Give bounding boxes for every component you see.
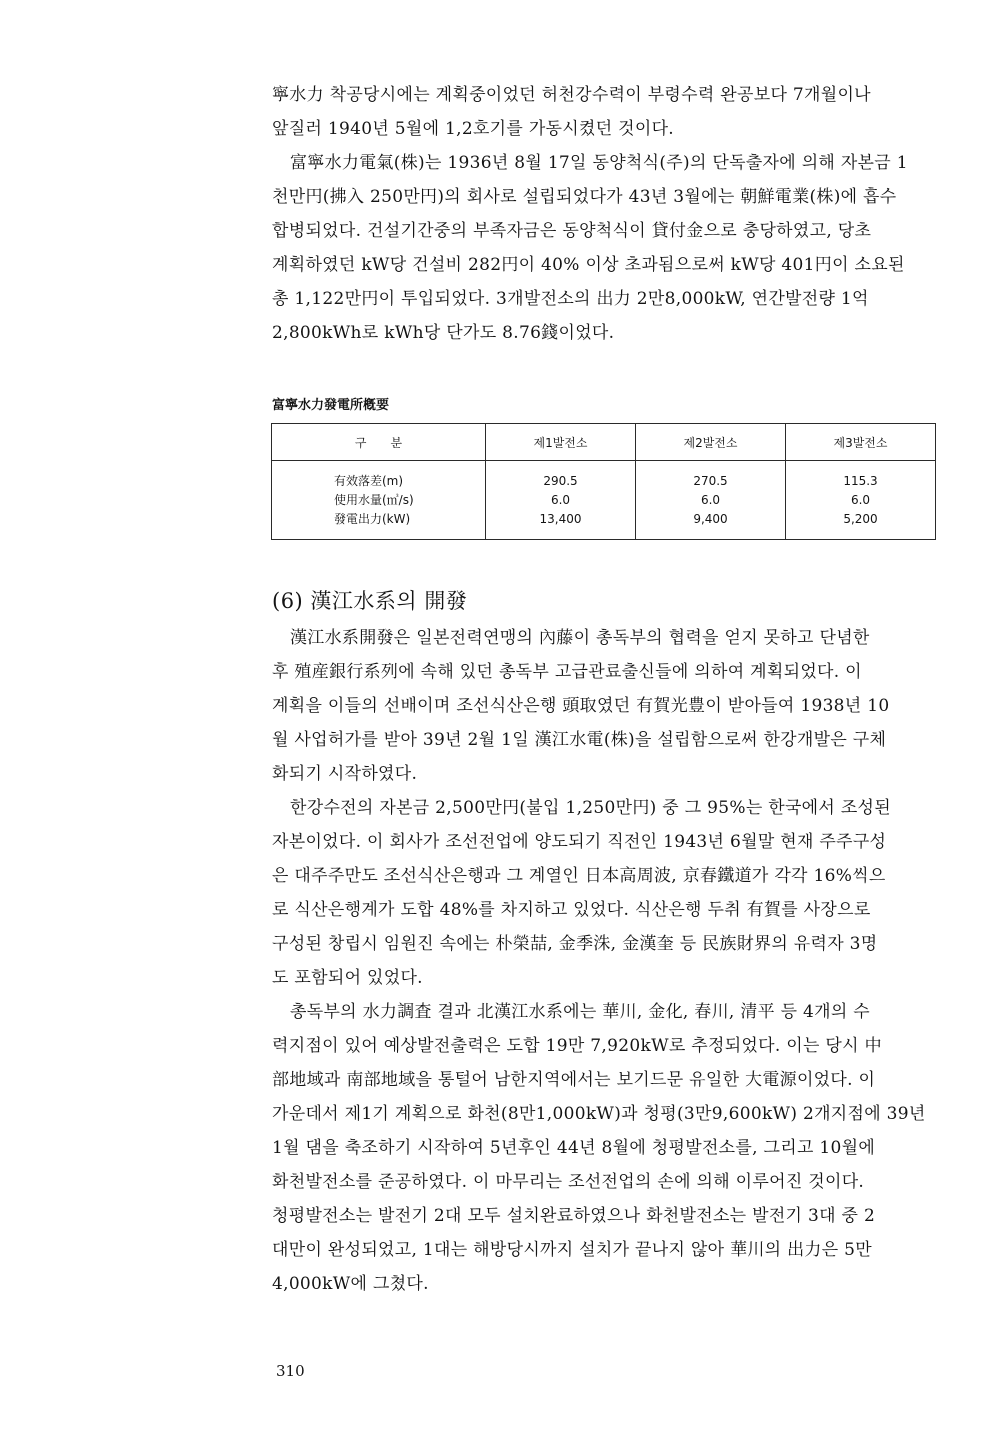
station-3-values [786, 461, 936, 540]
table-cell: 270.5 [693, 473, 728, 488]
section-heading: (6) 漢江水系의 開發 [272, 589, 468, 613]
text-line: 력지점이 있어 예상발전출력은 도합 19만 7,920kW로 추정되었다. 이는 당시 中 [272, 1036, 882, 1056]
table-cell: 115.3 [843, 473, 878, 488]
text-line: 로 식산은행계가 도합 48%를 차지하고 있었다. 식산은행 두취 有賀를 사장으로 [272, 900, 871, 920]
text-line: 합병되었다. 건설기간중의 부족자금은 동양척식이 貸付金으로 충당하였고, 당초 [272, 221, 872, 241]
intro-paragraphs [272, 78, 940, 350]
section-paragraphs [272, 621, 940, 1301]
row-labels-cell [272, 461, 486, 540]
table-cell: 6.0 [850, 492, 871, 507]
text-line: 2,800kWh로 kWh당 단가도 8.76錢이었다. [272, 323, 615, 343]
text-line: 部地域과 南部地域을 통털어 남한지역에서는 보기드문 유일한 大電源이었다. 이 [272, 1070, 876, 1090]
text-line: 漢江水系開發은 일본전력연맹의 內藤이 총독부의 협력을 얻지 못하고 단념한 [290, 628, 870, 648]
table-header-station-1: 제1발전소 [486, 424, 636, 461]
text-line: 1월 댐을 축조하기 시작하여 5년후인 44년 8월에 청평발전소를, 그리고 10월에 [272, 1138, 876, 1158]
text-line: 계획하였던 kW당 건설비 282円이 40% 이상 초과됨으로써 kW당 401円이 소요된 [272, 255, 905, 275]
row-label-flow: 使用水量(㎥/s) [334, 492, 414, 507]
text-line: 총독부의 水力調査 결과 北漢江水系에는 華川, 金化, 春川, 清平 등 4개의 수 [290, 1002, 871, 1022]
text-line: 청평발전소는 발전기 2대 모두 설치완료하였으나 화천발전소는 발전기 3대 중 2 [272, 1206, 876, 1226]
station-1-values [486, 461, 636, 540]
text-line: 화천발전소를 준공하였다. 이 마무리는 조선전업의 손에 의해 이루어진 것이다. [272, 1172, 865, 1192]
table-cell: 6.0 [550, 492, 571, 507]
table-cell: 9,400 [693, 511, 728, 526]
table-header-row [272, 424, 936, 461]
text-line: 구성된 창립시 임원진 속에는 朴榮喆, 金季洙, 金漢奎 등 民族財界의 유력자 3명 [272, 934, 878, 954]
station-2-values [636, 461, 786, 540]
text-line: 도 포함되어 있었다. [272, 968, 423, 988]
text-line: 寧水力 착공당시에는 계획중이었던 허천강수력이 부령수력 완공보다 7개월이나 [272, 85, 871, 105]
text-line: 한강수전의 자본금 2,500만円(불입 1,250만円) 중 그 95%는 한국에서 조성된 [290, 798, 891, 818]
text-line: 대만이 완성되었고, 1대는 해방당시까지 설치가 끝나지 않아 華川의 出力은 5만 [272, 1240, 872, 1260]
text-line: 계획을 이들의 선배이며 조선식산은행 頭取였던 有賀光豊이 받아들여 1938년 10 [272, 696, 890, 716]
power-station-table [271, 423, 936, 540]
table-cell: 6.0 [700, 492, 721, 507]
text-line: 월 사업허가를 받아 39년 2월 1일 漢江水電(株)을 설립함으로써 한강개발은 구체 [272, 730, 887, 750]
text-line: 천만円(拂入 250만円)의 회사로 설립되었다가 43년 3월에는 朝鮮電業(株)에 흡수 [272, 187, 897, 207]
text-line: 앞질러 1940년 5월에 1,2호기를 가동시켰던 것이다. [272, 119, 675, 139]
page-number: 310 [276, 1362, 305, 1380]
text-line: 4,000kW에 그쳤다. [272, 1274, 429, 1294]
text-line: 가운데서 제1기 계획으로 화천(8만1,000kW)과 청평(3만9,600kW) 2개지점에 39년 [272, 1104, 926, 1124]
row-label-head: 有效落差(m) [334, 473, 404, 488]
text-line: 富寧水力電氣(株)는 1936년 8월 17일 동양척식(주)의 단독출자에 의해 자본금 1 [290, 153, 908, 173]
table-header-station-3: 제3발전소 [786, 424, 936, 461]
table-title: 富寧水力發電所槪要 [272, 398, 390, 413]
table-cell: 290.5 [543, 473, 578, 488]
table-header-station-2: 제2발전소 [636, 424, 786, 461]
table-header-label: 구 분 [272, 424, 486, 461]
text-line: 총 1,122만円이 투입되었다. 3개발전소의 出力 2만8,000kW, 연간발전량 1억 [272, 289, 869, 309]
table-cell: 13,400 [539, 511, 582, 526]
table-body-row [272, 461, 936, 540]
table-cell: 5,200 [843, 511, 878, 526]
text-line: 후 殖産銀行系列에 속해 있던 총독부 고급관료출신들에 의하여 계획되었다. 이 [272, 662, 862, 682]
text-line: 은 대주주만도 조선식산은행과 그 계열인 日本高周波, 京春鐵道가 각각 16%씩으 [272, 866, 886, 886]
row-label-output: 發電出力(kW) [334, 511, 411, 526]
text-line: 화되기 시작하였다. [272, 764, 418, 784]
text-line: 자본이었다. 이 회사가 조선전업에 양도되기 직전인 1943년 6월말 현재 주주구성 [272, 832, 887, 852]
